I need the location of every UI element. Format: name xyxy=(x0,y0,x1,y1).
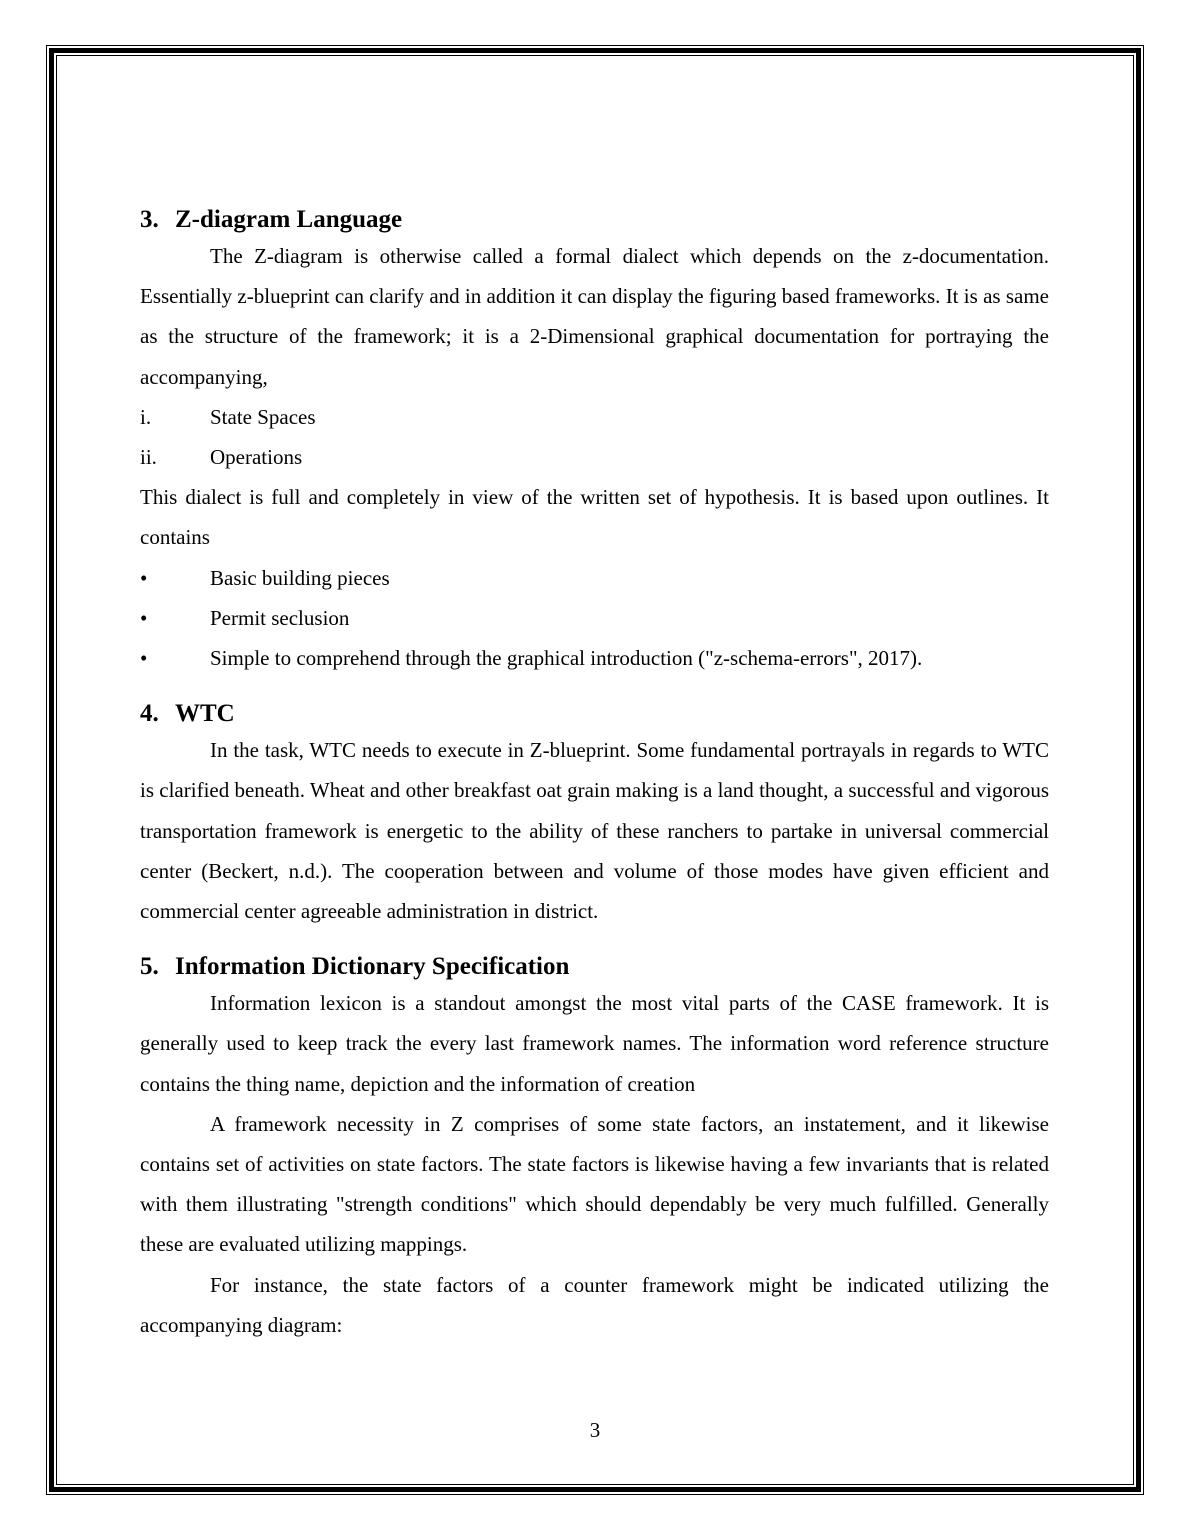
section-paragraph: For instance, the state factors of a counter framework might be indicated utilizing the accompanying diagram: xyxy=(140,1272,1049,1337)
section-heading: 3. Z-diagram Language xyxy=(140,206,403,233)
document-body xyxy=(140,204,1049,1345)
list-item: i. State Spaces xyxy=(140,404,316,429)
section-z-diagram-language xyxy=(140,204,1049,678)
section-paragraph: The Z-diagram is otherwise called a formal dialect which depends on the z-documentation. Essentially z-blueprint can clarify and in addition it can display the figuring based frameworks. It is as same as the structure of the framework; it is a 2-Dimensional graphical documentation for portraying the accompanying, xyxy=(140,244,1049,389)
list-item: ii. Operations xyxy=(140,445,303,470)
list-item: • Simple to comprehend through the graphical introduction ("z-schema-errors", 2017). xyxy=(140,646,923,671)
list-item: • Permit seclusion xyxy=(140,605,350,630)
section-paragraph: This dialect is full and completely in view of the written set of hypothesis. It is based upon outlines. It contains xyxy=(140,485,1049,550)
page-number: 3 xyxy=(589,1418,601,1442)
list-item: • Basic building pieces xyxy=(140,565,390,590)
section-paragraph: A framework necessity in Z comprises of some state factors, an instatement, and it likewise contains set of activities on state factors. The state factors is likewise having a few invariants that is related with them illustrating "strength conditions" which should dependably be very much fulfilled. Generally these are evaluated utilizing mappings. xyxy=(140,1111,1049,1257)
section-information-dictionary xyxy=(140,951,1049,1345)
section-paragraph: Information lexicon is a standout amongst the most vital parts of the CASE framework. It is generally used to keep track the every last framework names. The information word reference structure contains the thing name, depiction and the information of creation xyxy=(140,991,1049,1096)
section-wtc xyxy=(140,698,1049,931)
section-paragraph: In the task, WTC needs to execute in Z-blueprint. Some fundamental portrayals in regards to WTC is clarified beneath. Wheat and other breakfast oat grain making is a land thought, a successful and vigorous transportation framework is energetic to the ability of these ranchers to partake in universal commercial center (Beckert, n.d.). The cooperation between and volume of those modes have given efficient and commercial center agreeable administration in district. xyxy=(140,738,1049,924)
section-heading: 4. WTC xyxy=(140,700,235,728)
section-heading: 5. Information Dictionary Specification xyxy=(140,953,570,981)
